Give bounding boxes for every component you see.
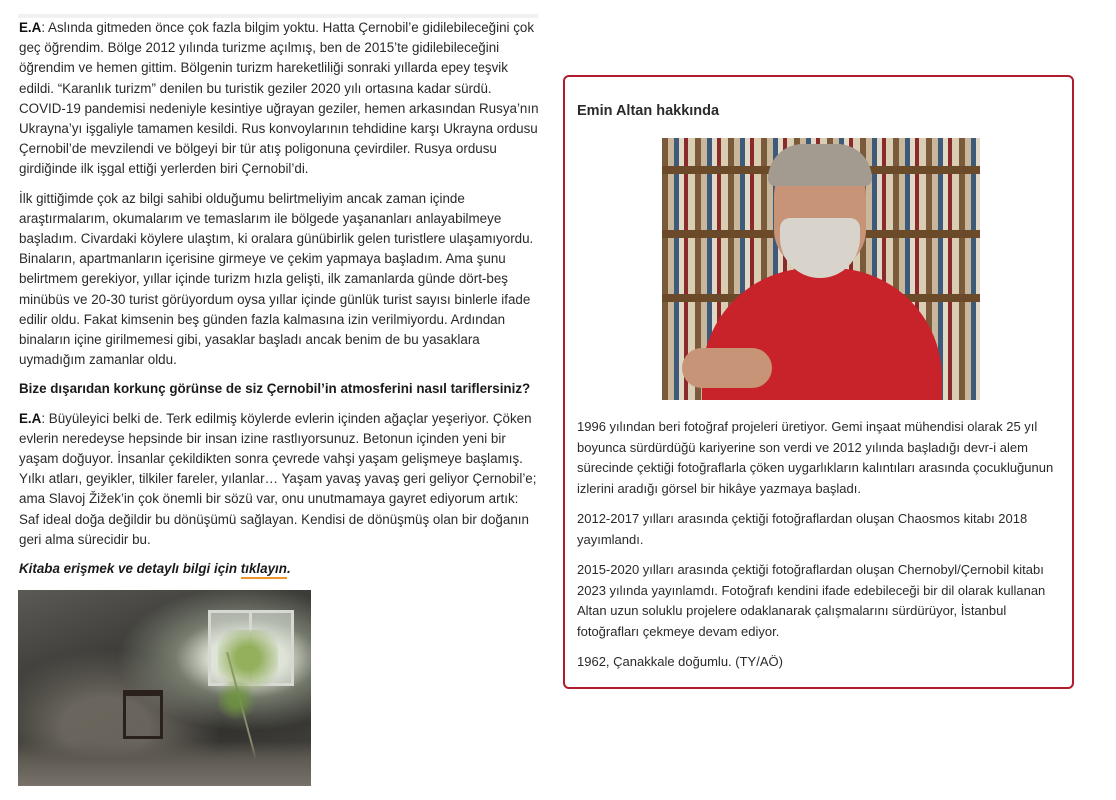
bio-paragraph: 2012-2017 yılları arasında çektiği fotoğraflardan oluşan Chaosmos kitabı 2018 yayımlandı.	[577, 511, 1028, 547]
hair-shape	[768, 144, 872, 186]
book-link[interactable]: tıklayın	[241, 561, 287, 579]
bio-text	[577, 417, 1065, 683]
interview-question: Bize dışarıdan korkunç görünse de siz Çernobil’in atmosferini nasıl tariflersiniz?	[19, 381, 531, 397]
bio-title: Emin Altan hakkında	[577, 103, 720, 119]
answer-paragraph-2	[19, 409, 539, 550]
speaker-initials: E.A	[19, 20, 42, 35]
pointing-hand-shape	[682, 348, 772, 388]
rubble-floor-shape	[18, 741, 311, 786]
cta-suffix: .	[286, 561, 291, 577]
bio-paragraph: 2015-2020 yılları arasında çektiği fotoğraflardan oluşan Chernobyl/Çernobil kitabı 2023 yılında yayınlamdı. Fotoğrafı kendini ifade edebileceği bir dil olarak kullanan Altan uzun soluklu projelere odaklanarak çalışmalarını sürdürüyor, İstanbul fotoğrafları çekmeye devam ediyor.	[577, 562, 1046, 639]
answer-text: : Aslında gitmeden önce çok fazla bilgim yoktu. Hatta Çernobil’e gidilebileceğini çok geç öğrendim. Bölge 2012 yılında turizme açılmış, ben de 2015’te gidilebileceğini öğrendim ve hemen gittim. Bölgenin turizm hareketliliği sonraki yıllarda epey teşvik edildi. “Karanlık turizm” denilen bu turistik geziler 2020 yılı ortasına kadar sürdü. COVID-19 pandemisi nedeniyle kesintiye uğrayan geziler, hemen arkasından Rusya’nın Ukrayna’yı işgaliyle tamamen kesildi. Rus konvoylarının tehdidine karşı Ukrayna ordusu Çernobil’de mevzilendi ve bölgeyi bir tür atış poligonuna çevirdiler. Rusya ordusu girdiğinde ilk işgal ettiği yerlerden biri Çernobil’di.	[19, 20, 539, 177]
abandoned-room-photo	[18, 590, 311, 786]
author-bio-box	[563, 75, 1074, 689]
book-cta	[19, 559, 539, 579]
cta-prefix: Kitaba erişmek ve detaylı bilgi için	[19, 561, 241, 577]
answer-text: : Büyüleyici belki de. Terk edilmiş köylerde evlerin içinden ağaçlar yeşeriyor. Çöken evlerin neredeyse hepsinde bir insan izine rastlıyorsunuz. Betonun içinden yeni bir yaşam doğuyor. İnsanlar çekildikten sonra çevrede vahşi yaşam gelişmeye başlamış. Yılkı atları, geyikler, tilkiler fareler, yılanlar… Yaşam yavaş yavaş geri geliyor Çernobil’e; ama Slavoj Žižek’in çok önemli bir sözü var, onu unutmamaya gayret ediyorum artık: Saf ideal doğa değildir bu dönüşümü sağlayan. Kendisi de dönüşmüş olan bir doğanın geri alma sürecidir bu.	[19, 410, 537, 547]
bio-paragraph: 1962, Çanakkale doğumlu. (TY/AÖ)	[577, 654, 783, 669]
author-portrait	[662, 138, 980, 400]
answer-paragraph-1	[19, 18, 539, 180]
speaker-initials: E.A	[19, 410, 42, 426]
bio-paragraph: 1996 yılından beri fotoğraf projeleri üretiyor. Gemi inşaat mühendisi olarak 25 yıl boyunca sürdürdüğü kariyerine son verdi ve 2012 yılında başladığı devr-i alem sürecinde çektiği fotoğraflarla çöken uygarlıkların kalıntıları arasında çocukluğunun izlerini aradığı görsel bir hikâye yazmaya başladı.	[577, 419, 1054, 496]
body-paragraph-2: İlk gittiğimde çok az bilgi sahibi olduğumu belirtmeliyim ancak zaman içinde araştırmalarım, okumalarım ve temaslarım ile bölgede yaşananları anlayabilmeye başladım. Civardaki köylere ulaştım, ki oralara günübirlik gelen turistlere ulaşamıyordu. Binaların, apartmanların içerisine girmeye ve çekim yapmaya başladım. Ama şunu belirtmem gerekiyor, yıllar içinde turizm hızla gelişti, ilk zamanlarda günde dört-beş minübüs ve 20-30 turist görüyordum oysa yıllar içinde günlük turist sayısı binlerle ifade edilir oldu. Fakat kimsenin beş günden fazla kalmasına izin verilmiyordu. Ardından binaların içine girilmemesi gibi, yasaklar başladı ancak benim de bu yasaklara uymadığım zamanlar oldu.	[19, 190, 534, 368]
article-body	[19, 18, 539, 588]
chair-shape	[123, 690, 163, 739]
